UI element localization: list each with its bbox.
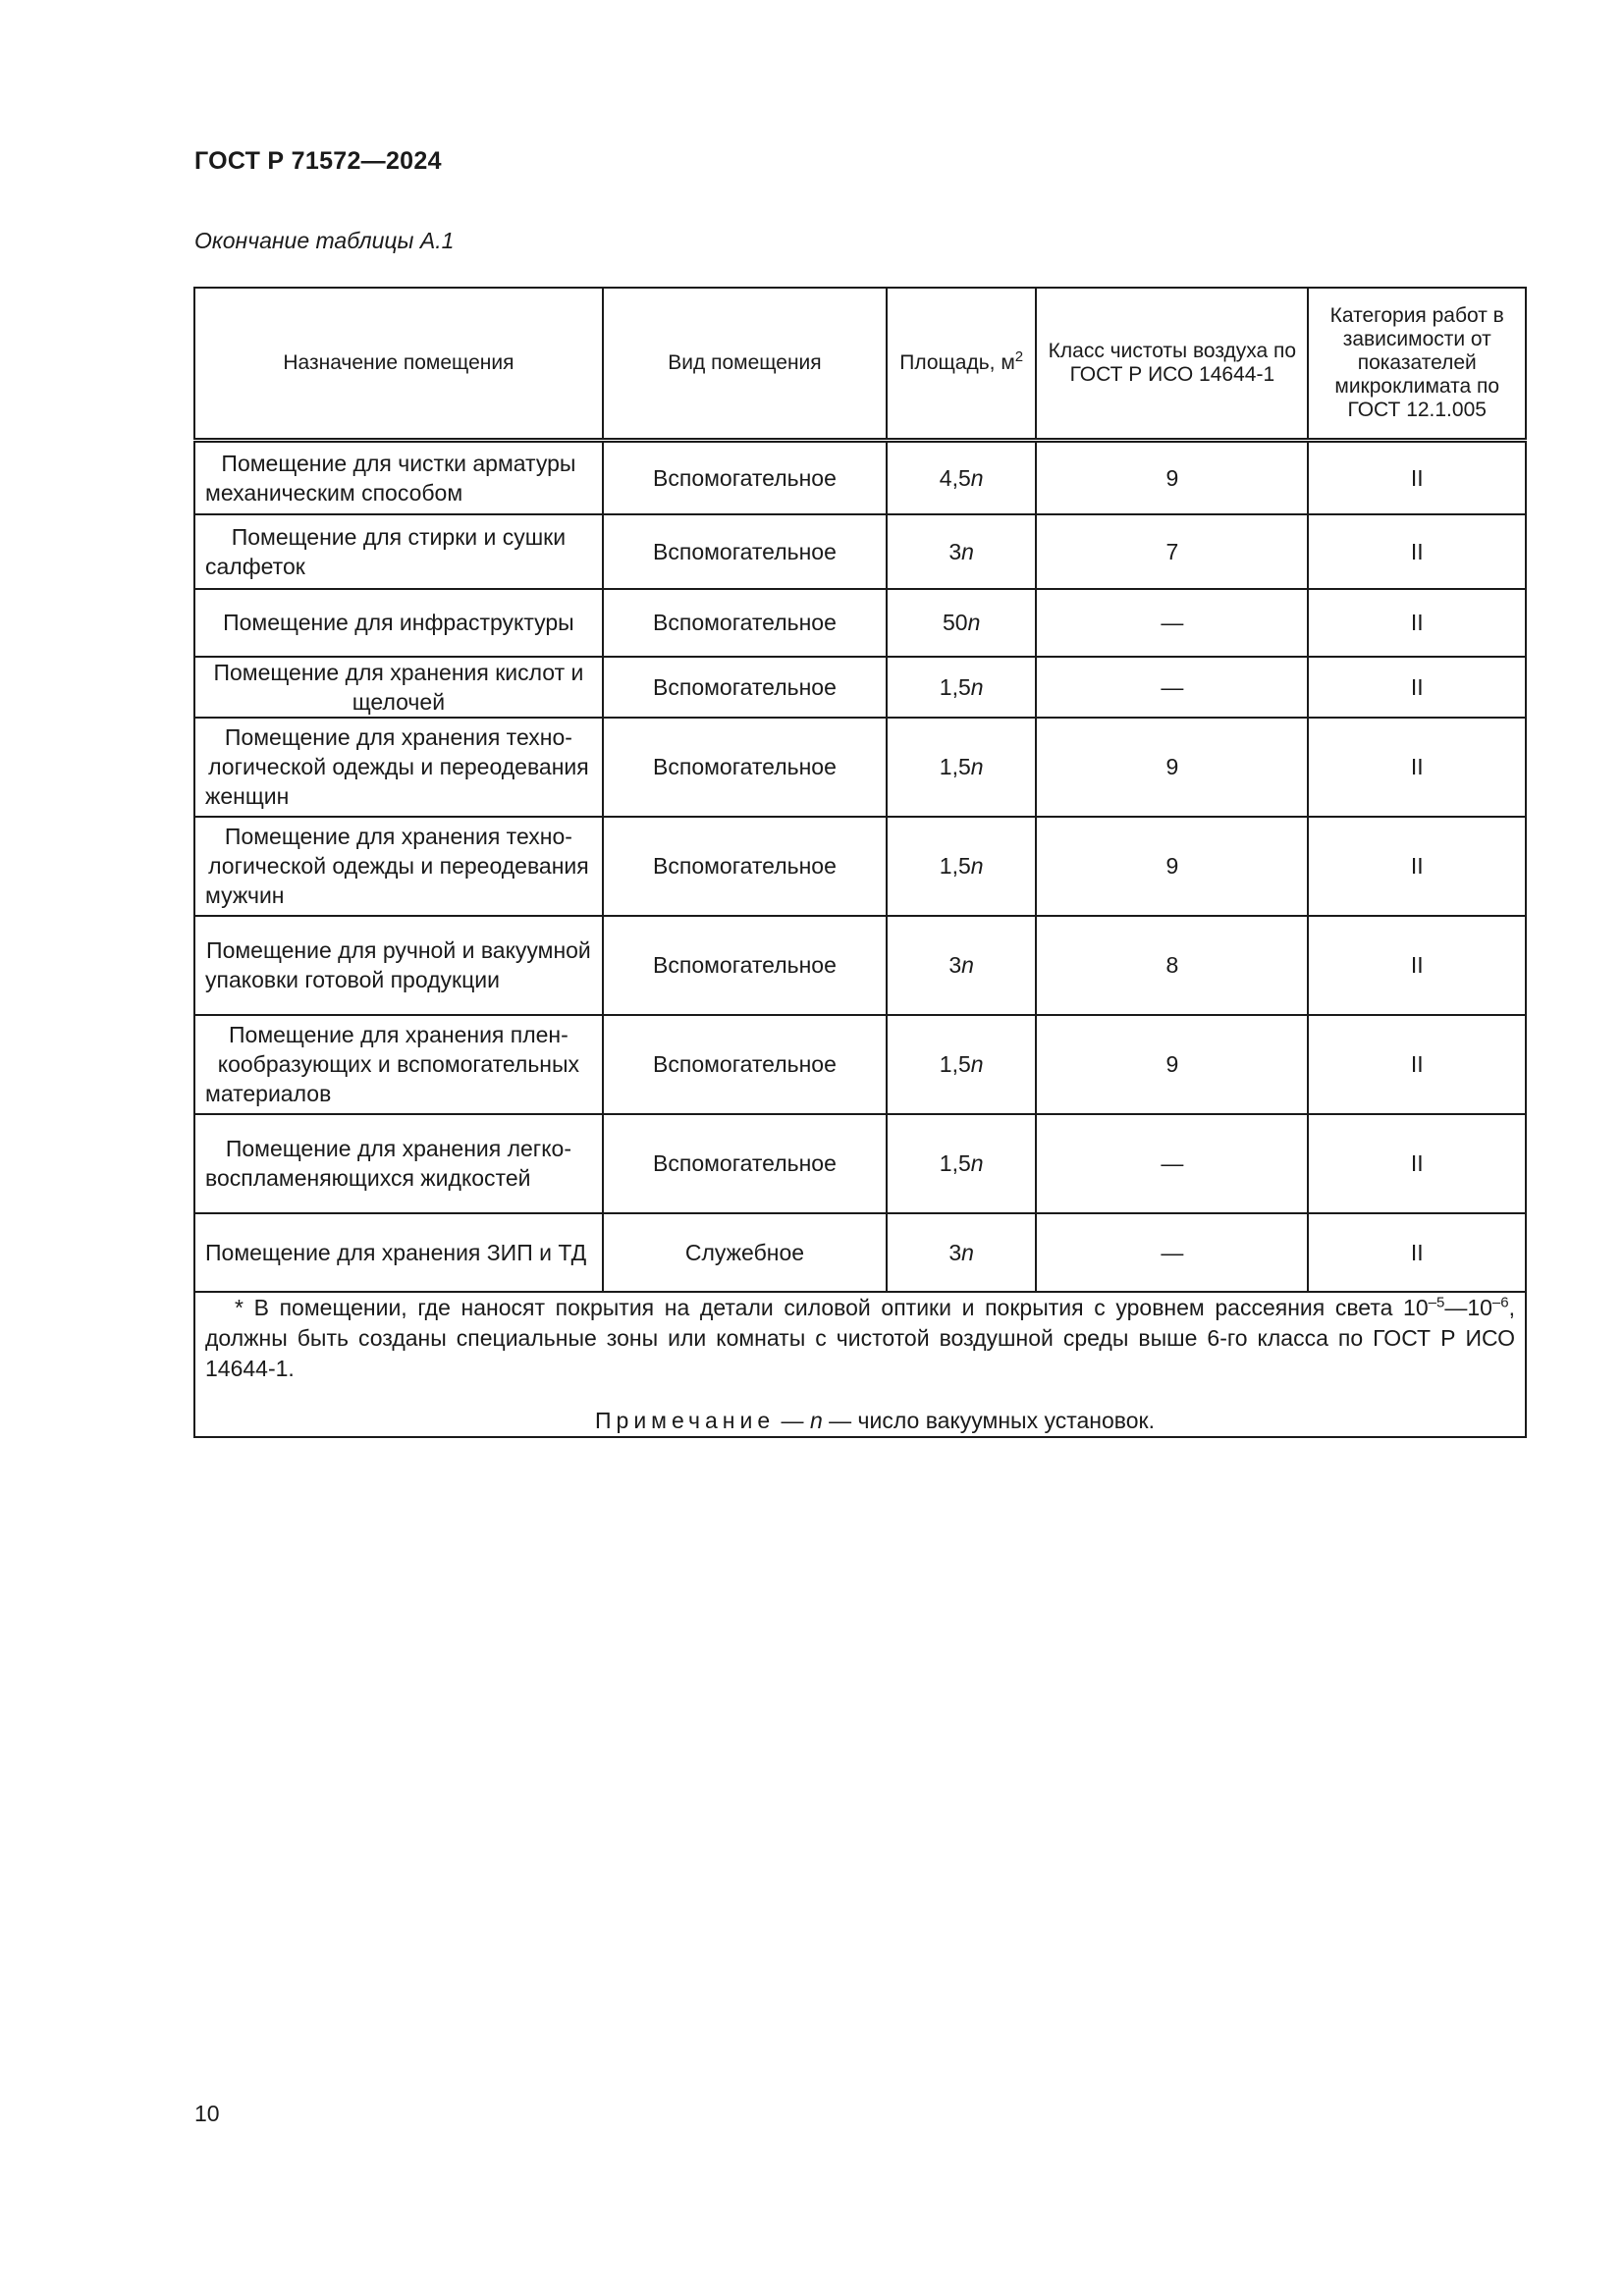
cell-purpose: Помещение для хранения пленкообразующих и вспомогательных материалов — [194, 1015, 603, 1114]
table-header-row — [194, 288, 1526, 441]
footnote — [205, 1293, 1515, 1384]
cell-work-category: II — [1308, 1015, 1526, 1114]
area-value: 4,5 — [939, 464, 971, 491]
cell-work-category: II — [1308, 817, 1526, 916]
area-value: 1,5 — [939, 853, 971, 879]
cell-purpose: Помещение для хранения кислот и щелочей — [194, 657, 603, 718]
cell-work-category: II — [1308, 1114, 1526, 1213]
cell-work-category: II — [1308, 589, 1526, 657]
area-variable: n — [970, 1150, 984, 1176]
col-header-air-class: Класс чистоты воздуха по ГОСТ Р ИСО 14644-1 — [1036, 288, 1308, 441]
table-row — [194, 589, 1526, 657]
area-variable: n — [970, 673, 984, 700]
footnote-exp-1: –5 — [1428, 1293, 1445, 1310]
cell-room-type: Вспомогательное — [603, 718, 887, 817]
footnote-text-2: , должны быть созданы специальные зоны или комнаты с чистотой воздушной среды выше 6-го класса по ГОСТ Р ИСО 14644-1. — [205, 1294, 1515, 1381]
table-notes-row — [194, 1292, 1526, 1437]
cell-area — [887, 1213, 1036, 1292]
cell-room-type: Вспомогательное — [603, 1114, 887, 1213]
cell-purpose: Помещение для хранения ЗИП и ТД — [194, 1213, 603, 1292]
cell-area — [887, 1114, 1036, 1213]
area-variable: n — [970, 1051, 984, 1077]
area-variable: n — [967, 610, 981, 635]
table-row — [194, 441, 1526, 514]
cell-air-class: 9 — [1036, 441, 1308, 514]
col-header-area-label: Площадь, м — [899, 351, 1015, 374]
cell-air-class: — — [1036, 1114, 1308, 1213]
rooms-table — [193, 287, 1527, 1438]
cell-area — [887, 589, 1036, 657]
note-label: Примечание — [595, 1407, 776, 1433]
footnote-text-1: * В помещении, где наносят покрытия на детали силовой оптики и покрытия с уровнем рассеяния света 10 — [235, 1294, 1429, 1320]
area-value: 1,5 — [939, 673, 971, 700]
cell-air-class: — — [1036, 657, 1308, 718]
cell-purpose: Помещение для стирки и сушки салфеток — [194, 514, 603, 589]
cell-work-category: II — [1308, 657, 1526, 718]
cell-room-type: Служебное — [603, 1213, 887, 1292]
col-header-work-category: Категория работ в зависимости от показателей микроклимата по ГОСТ 12.1.005 — [1308, 288, 1526, 441]
cell-room-type: Вспомогательное — [603, 441, 887, 514]
area-value: 3 — [948, 952, 962, 978]
cell-room-type: Вспомогательное — [603, 817, 887, 916]
col-header-room-type: Вид помещения — [603, 288, 887, 441]
cell-area — [887, 718, 1036, 817]
area-value: 1,5 — [939, 754, 971, 779]
cell-area — [887, 817, 1036, 916]
footnote-dash: —10 — [1444, 1294, 1492, 1320]
cell-air-class: 8 — [1036, 916, 1308, 1015]
cell-area — [887, 514, 1036, 589]
table-row — [194, 1213, 1526, 1292]
cell-area — [887, 441, 1036, 514]
note-separator: — — [775, 1407, 810, 1433]
cell-air-class: 9 — [1036, 1015, 1308, 1114]
note-text: — число вакуумных установок. — [822, 1407, 1155, 1433]
table-row — [194, 1114, 1526, 1213]
cell-air-class: 9 — [1036, 817, 1308, 916]
area-variable: n — [970, 853, 984, 879]
cell-air-class: — — [1036, 1213, 1308, 1292]
table-notes-cell — [194, 1292, 1526, 1437]
cell-work-category: II — [1308, 441, 1526, 514]
area-value: 1,5 — [939, 1051, 971, 1077]
cell-purpose: Помещение для хранения легковоспламеняющихся жидкостей — [194, 1114, 603, 1213]
cell-air-class: — — [1036, 589, 1308, 657]
table-caption: Окончание таблицы А.1 — [194, 228, 455, 253]
cell-area — [887, 1015, 1036, 1114]
page-number: 10 — [194, 2101, 220, 2126]
table-row — [194, 817, 1526, 916]
cell-room-type: Вспомогательное — [603, 589, 887, 657]
cell-room-type: Вспомогательное — [603, 1015, 887, 1114]
area-variable: n — [970, 754, 984, 779]
cell-room-type: Вспомогательное — [603, 657, 887, 718]
cell-area — [887, 657, 1036, 718]
cell-work-category: II — [1308, 916, 1526, 1015]
area-value: 3 — [948, 1239, 962, 1265]
cell-work-category: II — [1308, 718, 1526, 817]
cell-work-category: II — [1308, 1213, 1526, 1292]
area-variable: n — [961, 538, 974, 564]
col-header-purpose: Назначение помещения — [194, 288, 603, 441]
cell-purpose: Помещение для чистки арматуры механическим способом — [194, 441, 603, 514]
cell-purpose: Помещение для хранения технологической одежды и переодевания женщин — [194, 718, 603, 817]
cell-purpose: Помещение для ручной и вакуумной упаковки готовой продукции — [194, 916, 603, 1015]
document-id: ГОСТ Р 71572—2024 — [194, 147, 442, 175]
col-header-area-unit-exp: 2 — [1014, 348, 1024, 365]
table-row — [194, 657, 1526, 718]
cell-purpose: Помещение для хранения технологической одежды и переодевания мужчин — [194, 817, 603, 916]
cell-room-type: Вспомогательное — [603, 916, 887, 1015]
footnote-exp-2: –6 — [1491, 1293, 1509, 1310]
note-variable: n — [809, 1407, 823, 1433]
area-variable: n — [961, 1239, 974, 1265]
table-row — [194, 514, 1526, 589]
area-variable: n — [970, 464, 984, 491]
col-header-area — [887, 288, 1036, 441]
area-value: 50 — [942, 610, 968, 635]
table-row — [194, 916, 1526, 1015]
cell-room-type: Вспомогательное — [603, 514, 887, 589]
area-value: 3 — [948, 538, 962, 564]
table-row — [194, 1015, 1526, 1114]
cell-work-category: II — [1308, 514, 1526, 589]
area-value: 1,5 — [939, 1150, 971, 1176]
area-variable: n — [961, 952, 974, 978]
cell-area — [887, 916, 1036, 1015]
table-row — [194, 718, 1526, 817]
cell-air-class: 7 — [1036, 514, 1308, 589]
cell-purpose: Помещение для инфраструктуры — [194, 589, 603, 657]
table-note — [205, 1406, 1515, 1436]
cell-air-class: 9 — [1036, 718, 1308, 817]
